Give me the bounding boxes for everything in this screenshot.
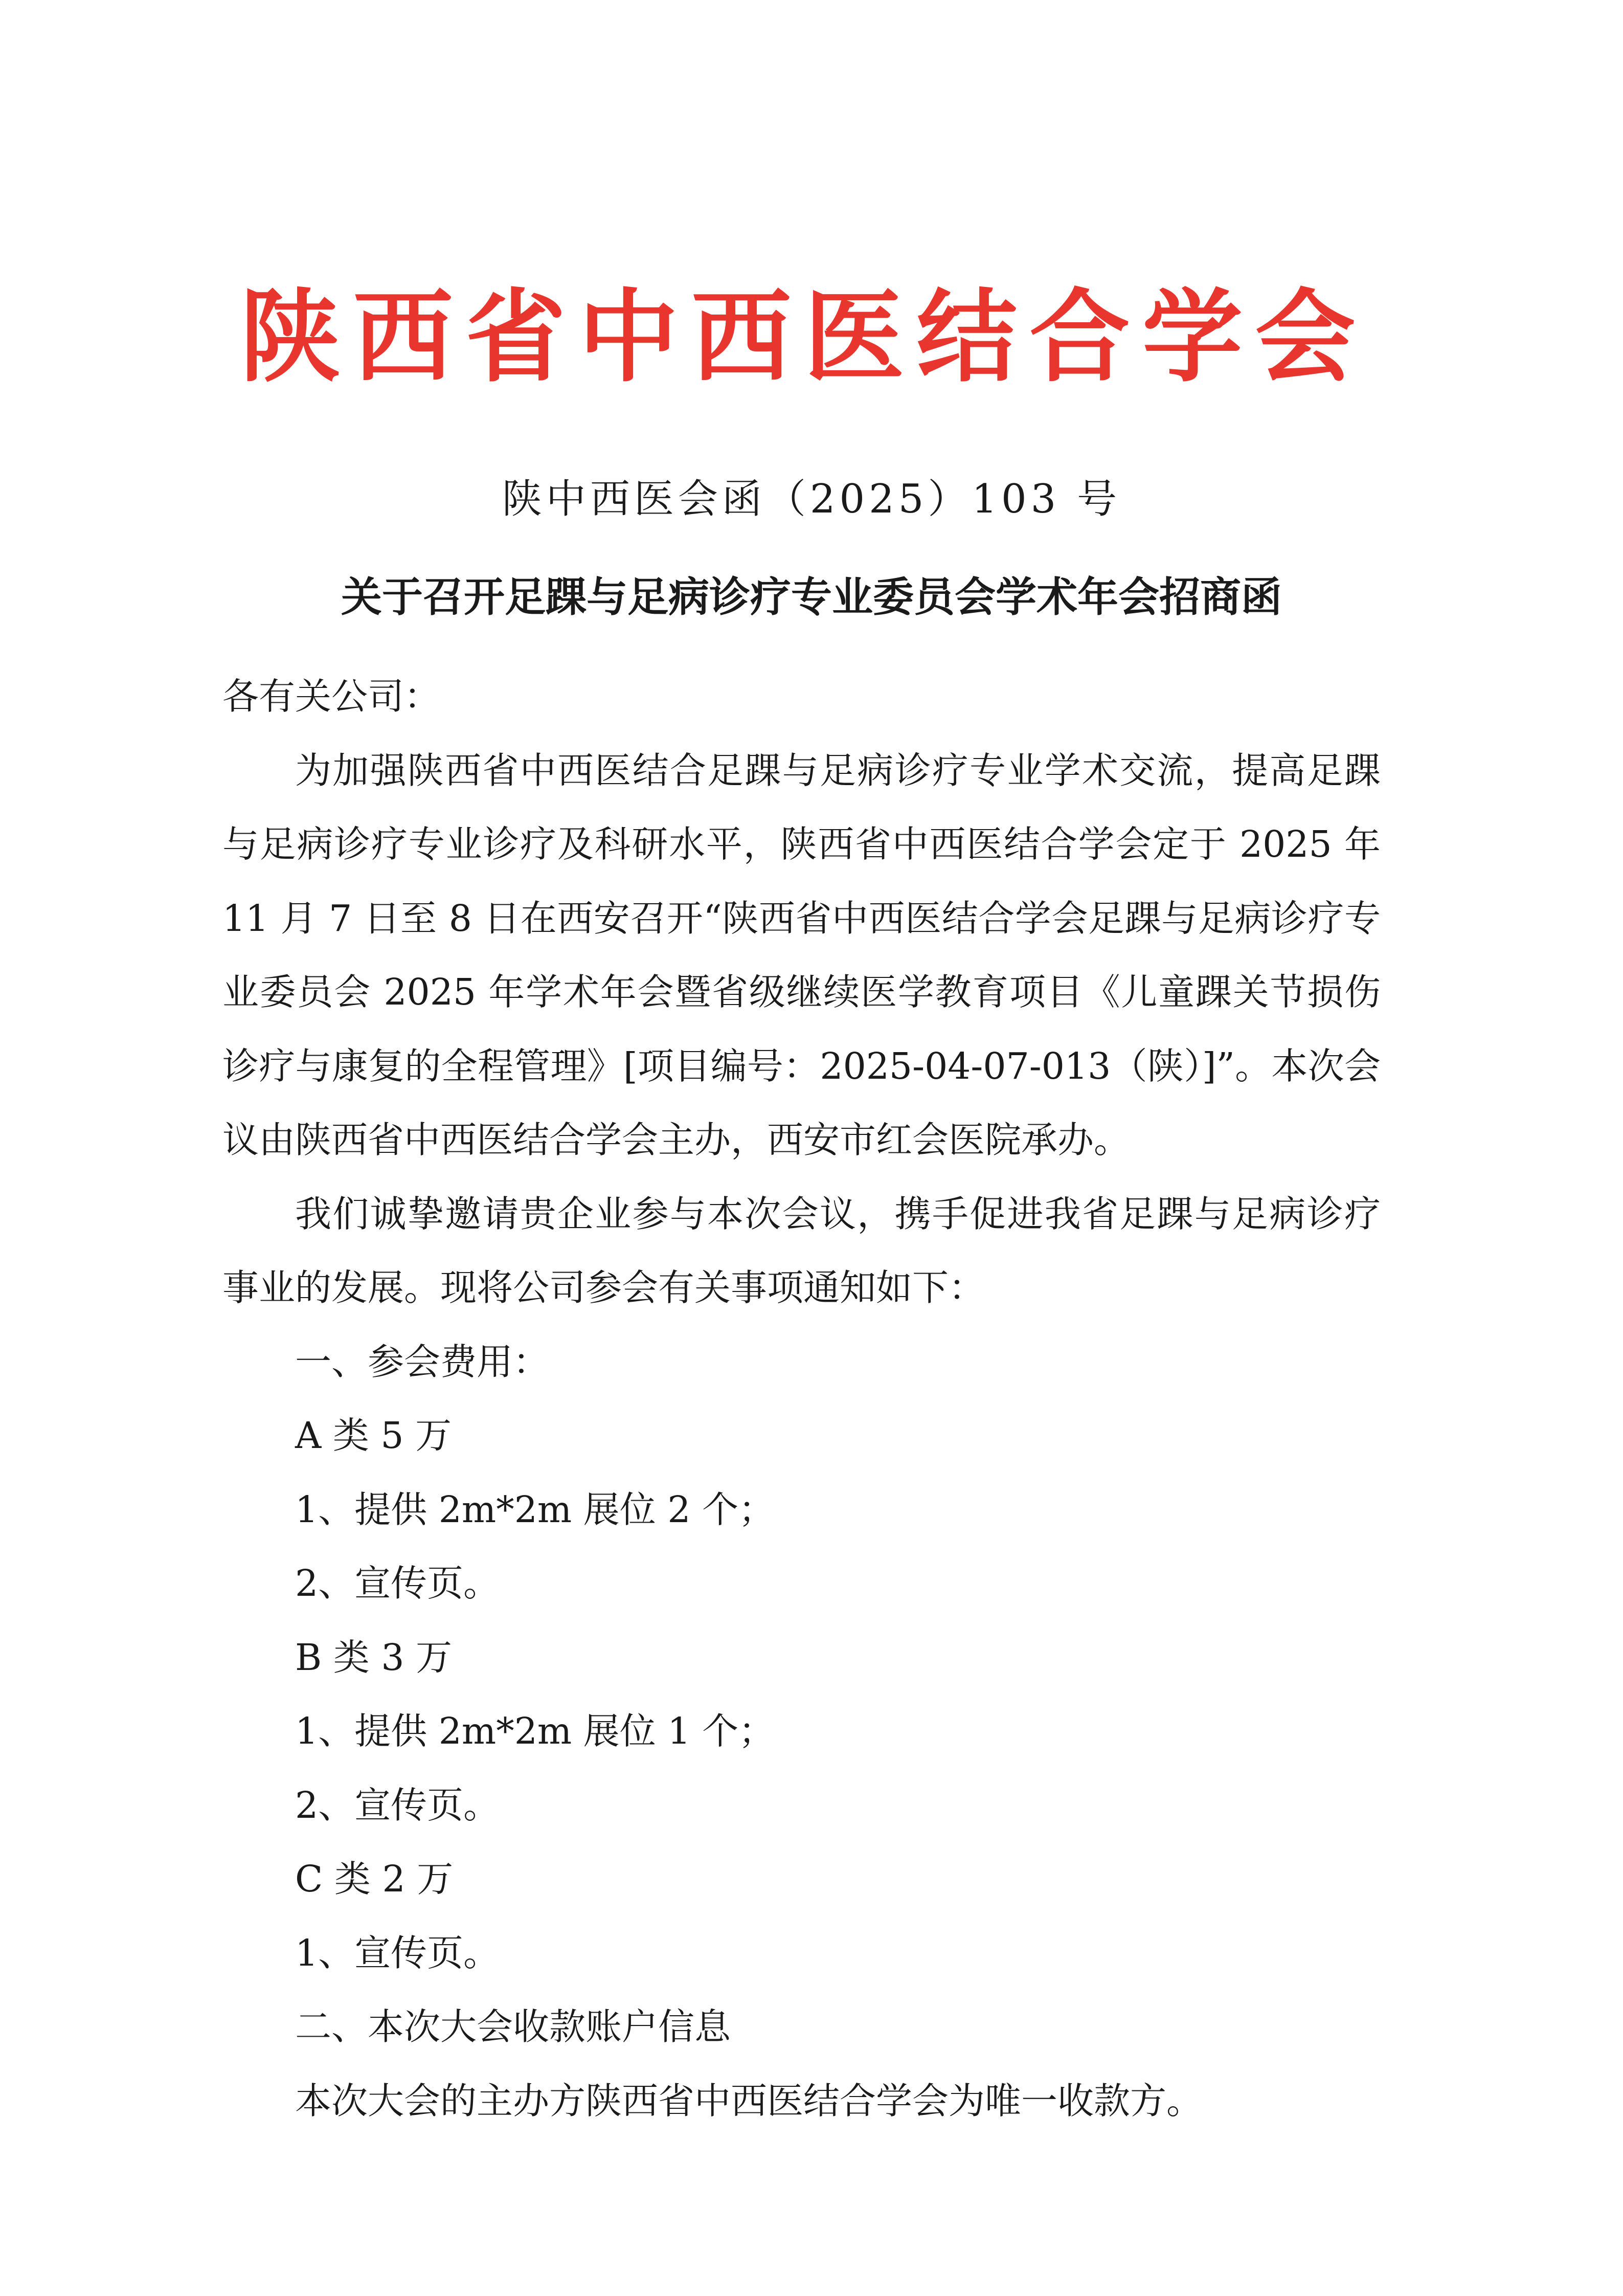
fee-class-a-label: A 类 5 万: [295, 1414, 452, 1457]
paragraph-invitation: 我们诚挚邀请贵企业参与本次会议，携手促进我省足踝与足病诊疗事业的发展。现将公司参会有关事项通知如下：: [222, 1192, 1381, 1309]
fee-class-b-label: B 类 3 万: [295, 1636, 453, 1679]
letterhead-char: 省: [465, 279, 566, 396]
letterhead-char: 西: [691, 279, 792, 396]
letterhead-char: 会: [1255, 279, 1356, 396]
letterhead-char: 医: [804, 279, 905, 396]
fee-class-c-label: C 类 2 万: [295, 1858, 454, 1900]
paragraph-intro: 为加强陕西省中西医结合足踝与足病诊疗专业学术交流，提高足踝与足病诊疗专业诊疗及科研水平，陕西省中西医结合学会定于 2025 年 11 月 7 日至 8 日在西安召开“陕西省中西医结合学会足踝与足病诊疗专业委员会 2025 年学术年会暨省级继续医学教育项目《儿童踝关节损伤诊疗与康复的全程管理》[项目编号：2025-04-07-013（陕）]”。本次会议由陕西省中西医结合学会主办，西安市红会医院承办。: [222, 749, 1381, 1161]
fee-class-b-item: 1、提供 2m*2m 展位 1 个；: [295, 1710, 775, 1752]
fee-class-c-item: 1、宣传页。: [295, 1931, 500, 1974]
fee-class-b-item: 2、宣传页。: [295, 1784, 500, 1826]
letterhead-char: 合: [1029, 279, 1130, 396]
fee-class-a-item: 2、宣传页。: [295, 1562, 500, 1604]
salutation: 各有关公司：: [222, 675, 441, 718]
letterhead-char: 中: [578, 279, 679, 396]
section-heading-account: 二、本次大会收款账户信息: [295, 2005, 731, 2048]
letterhead-char: 西: [353, 279, 454, 396]
document-title: 关于召开足踝与足病诊疗专业委员会学术年会招商函: [341, 573, 1282, 621]
document-number: 陕中西医会函（2025）103 号: [502, 476, 1121, 522]
account-text: 本次大会的主办方陕西省中西医结合学会为唯一收款方。: [295, 2079, 1203, 2122]
document-body: [222, 660, 1381, 2138]
letterhead-char: 结: [916, 279, 1017, 396]
fee-class-a-item: 1、提供 2m*2m 展位 2 个；: [295, 1488, 775, 1531]
section-heading-fees: 一、参会费用：: [295, 1340, 550, 1383]
letterhead-org-name: [235, 279, 1360, 396]
letterhead-char: 陕: [240, 279, 341, 396]
letterhead-char: 学: [1142, 279, 1243, 396]
